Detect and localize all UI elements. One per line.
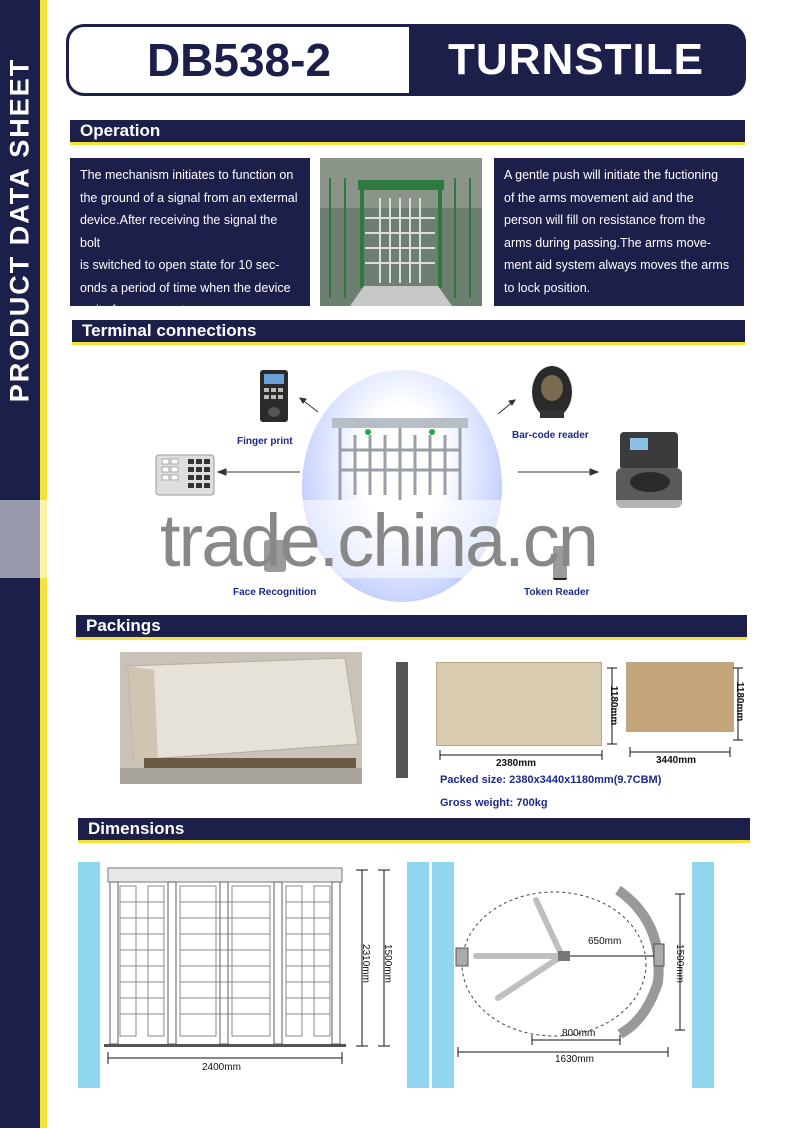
section-dimensions: Dimensions — [78, 818, 750, 840]
label-finger-print: Finger print — [237, 436, 293, 447]
section-underline — [78, 840, 750, 843]
side-label: PRODUCT DATA SHEET — [4, 57, 35, 403]
text-line: to lock position. — [504, 280, 591, 295]
operation-left-text — [70, 158, 310, 317]
section-operation: Operation — [70, 120, 745, 142]
text-line: of the arms movement aid and the — [504, 190, 694, 205]
section-packings: Packings — [76, 615, 747, 637]
hand-reader-icon — [616, 432, 682, 508]
front-height-outer-label: 2310mm — [359, 944, 371, 983]
packing-width-label: 2380mm — [496, 758, 537, 769]
text-line: person will fill on resistance from the — [504, 213, 706, 227]
text-line: waits for a person to pass. — [80, 303, 226, 317]
label-token-reader: Token Reader — [524, 587, 590, 598]
floor-marker — [692, 862, 714, 1088]
section-terminal: Terminal connections — [72, 320, 745, 342]
text-line: device.After receiving the signal the bolt — [80, 213, 278, 250]
watermark-text: trade.china.cn — [160, 499, 597, 582]
top-outer-label: 1630mm — [555, 1054, 594, 1065]
crate-large-drawing — [120, 652, 362, 784]
text-line: arms during passing.The arms move- — [504, 235, 712, 250]
section-underline — [70, 142, 745, 145]
gross-weight: Gross weight: 700kg — [440, 797, 548, 809]
header — [66, 24, 746, 96]
top-view-drawing — [450, 880, 690, 1070]
turnstile-photo — [320, 158, 482, 306]
label-barcode-reader: Bar-code reader — [512, 430, 589, 441]
text-line: onds a period of time when the device — [80, 280, 291, 295]
text-line: the ground of a signal from an extermal — [80, 190, 298, 205]
packing-height-label: 1180mm — [608, 685, 620, 726]
turnstile-photo-illustration — [320, 158, 482, 306]
barcode-reader-icon — [532, 366, 572, 418]
product-type: TURNSTILE — [448, 35, 704, 84]
text-line: is switched to open state for 10 sec- — [80, 258, 280, 272]
packing-depth-label: 3440mm — [656, 755, 697, 766]
section-underline — [76, 637, 747, 640]
top-inner-label: 800mm — [562, 1028, 596, 1039]
keypad-icon — [156, 455, 214, 495]
front-width-label: 2400mm — [202, 1062, 241, 1073]
floor-marker — [78, 862, 100, 1088]
packing-height-label: 1180mm — [734, 681, 746, 722]
label-face-recognition: Face Recognition — [233, 587, 317, 598]
text-line: ment aid system always moves the arms — [504, 258, 730, 272]
crate-photo-large — [120, 652, 362, 784]
packed-size: Packed size: 2380x3440x1180mm(9.7CBM) — [440, 774, 662, 786]
text-line: The mechanism initiates to function on — [80, 168, 294, 182]
packing-dimension-lines — [430, 650, 760, 770]
operation-right-text — [494, 158, 744, 306]
floor-marker — [407, 862, 429, 1088]
model-number: DB538-2 — [69, 27, 409, 93]
top-arm-label: 650mm — [588, 936, 622, 947]
divider-bar — [396, 662, 408, 778]
turnstile-drawing — [332, 418, 468, 500]
text-line: A gentle push will initiate the fuctioning — [504, 168, 719, 182]
section-underline — [72, 342, 745, 345]
front-height-inner-label: 1500mm — [381, 944, 393, 983]
top-depth-label: 1500mm — [673, 944, 685, 983]
